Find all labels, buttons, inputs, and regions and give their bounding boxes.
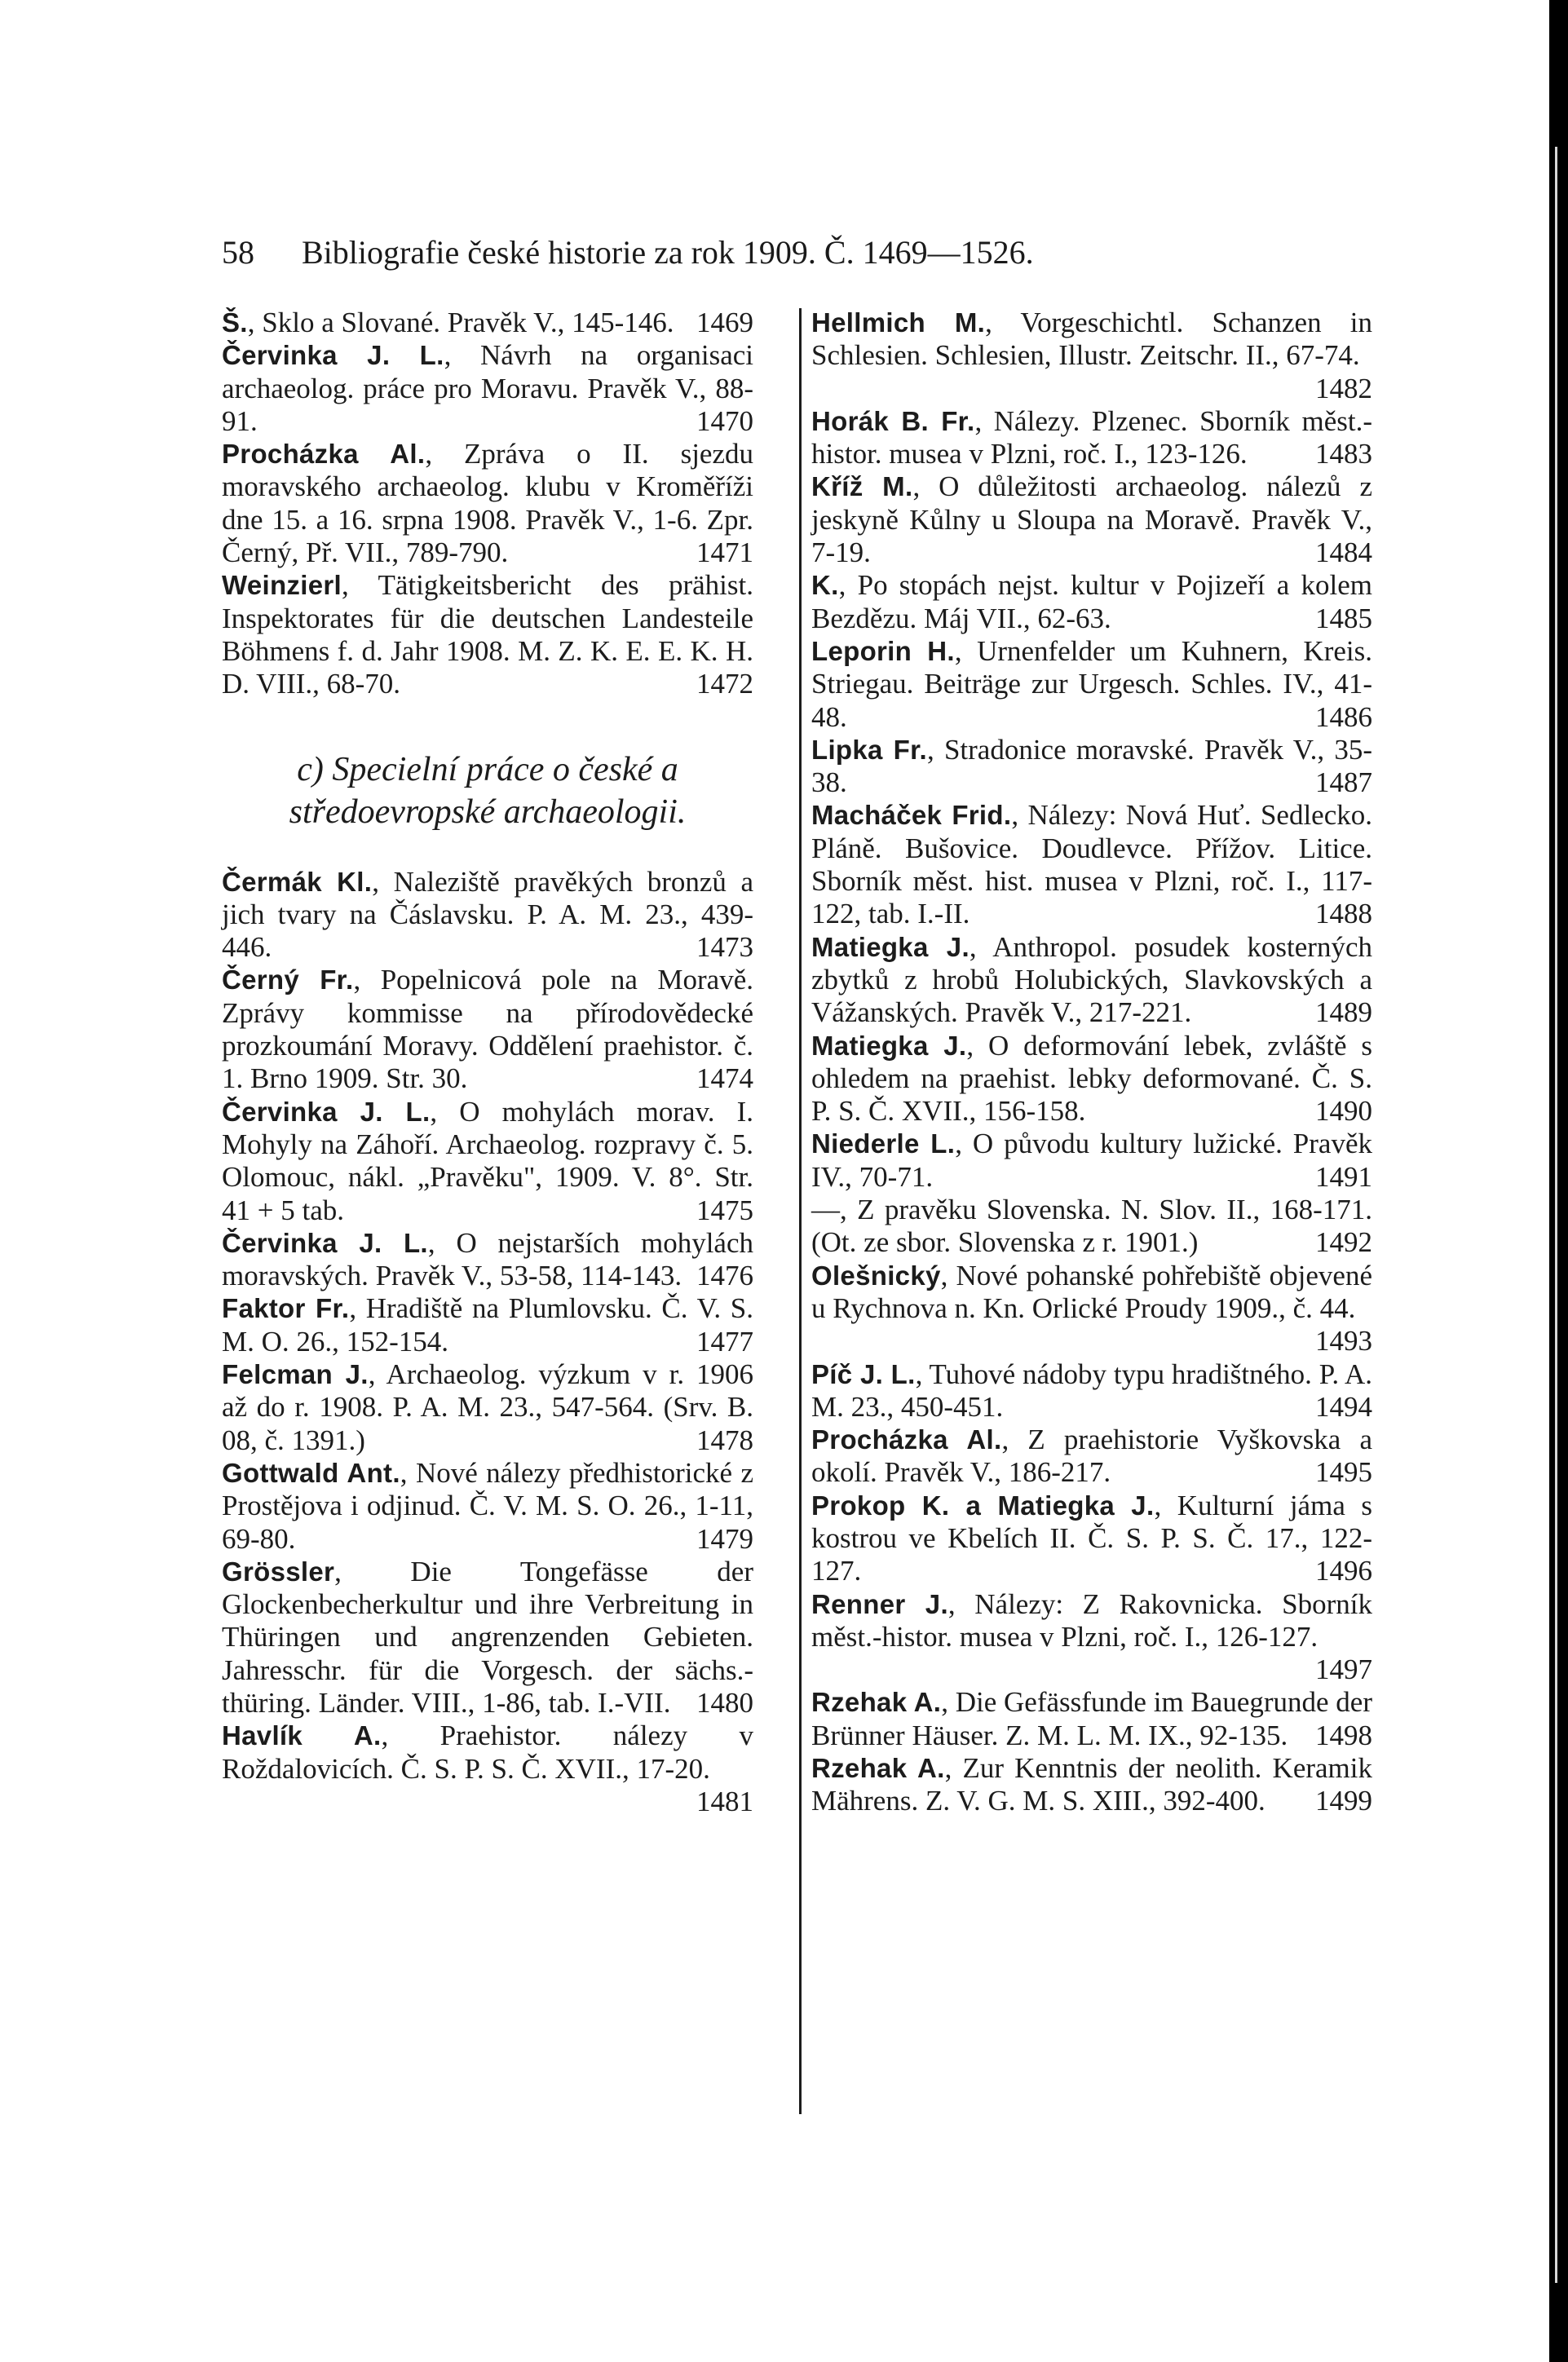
entry-text: , Návrh na organisaci archaeolog. práce pro Moravu. Pravěk V., 88-91. bbox=[222, 339, 754, 437]
bib-entry bbox=[811, 931, 1372, 1030]
bib-entry bbox=[811, 1358, 1372, 1424]
bib-entry bbox=[811, 1490, 1372, 1588]
entry-number: 1480 bbox=[696, 1686, 753, 1719]
entry-text: , Nálezy: Nová Huť. Sedlecko. Pláně. Bušovice. Doudlevce. Přížov. Litice. Sborník měst. hist. musea v Plzni, roč. I., 117-122, tab. I.-II. bbox=[811, 799, 1372, 930]
entry-text: , Popelnicová pole na Moravě. Zprávy kommisse na přírodovědecké prozkoumání Moravy. Oddělení praehistor. č. 1. Brno 1909. Str. 30. bbox=[222, 964, 754, 1095]
entry-text: , O důležitosti archaeolog. nálezů z jeskyně Kůlny u Sloupa na Moravě. Pravěk V., 7-19. bbox=[811, 470, 1372, 569]
entry-number: 1470 bbox=[696, 404, 753, 437]
entry-text: , Archaeolog. výzkum v r. 1906 až do r. 1908. P. A. M. 23., 547-564. (Srv. B. 08, č. 1391.) bbox=[222, 1358, 754, 1456]
entry-number: 1486 bbox=[1315, 700, 1372, 733]
bib-entry bbox=[811, 1030, 1372, 1128]
bib-entry bbox=[222, 1720, 753, 1818]
entry-text: , O deformování lebek, zvláště s ohledem na praehist. lebky deformované. Č. S. P. S. Č. XVII., 156-158. bbox=[811, 1029, 1372, 1128]
entry-text: , O původu kultury lužické. Pravěk IV., 70-71. bbox=[811, 1128, 1373, 1193]
entry-text: , Vorgeschichtl. Schanzen in Schlesien. Schlesien, Illustr. Zeitschr. II., 67-74. bbox=[811, 307, 1372, 372]
entry-author: Renner J. bbox=[811, 1588, 948, 1619]
entry-text: , Stradonice moravské. Pravěk V., 35-38. bbox=[811, 733, 1372, 799]
entry-author: K. bbox=[811, 570, 839, 601]
entry-text: , Nálezy: Z Rakovnicka. Sborník měst.-histor. musea v Plzni, roč. I., 126-127. bbox=[811, 1587, 1372, 1653]
entry-number: 1476 bbox=[696, 1260, 753, 1292]
running-header bbox=[222, 233, 1034, 272]
entry-number: 1478 bbox=[696, 1424, 753, 1456]
bib-entry bbox=[222, 1292, 753, 1358]
entry-number: 1490 bbox=[1315, 1095, 1372, 1128]
bib-entry bbox=[811, 569, 1372, 635]
entry-text: —, Z pravěku Slovenska. N. Slov. II., 168-171. (Ot. ze sbor. Slovenska z r. 1901.) bbox=[811, 1194, 1372, 1259]
entry-author: Matiegka J. bbox=[811, 1030, 967, 1061]
section-title: Specielní práce o české a středoevropské archaeologii. bbox=[289, 750, 687, 831]
entry-author: Kříž M. bbox=[811, 471, 913, 502]
entry-text: , Die Tongefässe der Glockenbecherkultur und ihre Verbreitung in Thüringen und angrenzenden Gebieten. Jahresschr. für die Vorgesch. der sächs.-thüring. Länder. VIII., 1-86, tab. I.-VII. bbox=[222, 1555, 753, 1719]
entry-author: Matiegka J. bbox=[811, 931, 970, 962]
entry-author: Hellmich M. bbox=[811, 307, 986, 338]
bib-entry bbox=[222, 1358, 753, 1457]
entry-text: , Nové nálezy předhistorické z Prostějova i odjinud. Č. V. M. S. O. 26., 1-11, 69-80. bbox=[222, 1456, 753, 1555]
bib-entry bbox=[811, 1128, 1372, 1194]
bib-entry bbox=[811, 635, 1372, 734]
entry-author: Havlík A. bbox=[222, 1720, 382, 1751]
entry-number: 1472 bbox=[696, 668, 753, 700]
entry-text: , O nejstarších mohylách moravských. Pravěk V., 53-58, 114-143. bbox=[222, 1226, 753, 1292]
bib-entry bbox=[222, 1227, 753, 1293]
bib-entry bbox=[811, 1588, 1372, 1687]
entry-author: Š. bbox=[222, 307, 248, 338]
entry-text: , Naleziště pravěkých bronzů a jich tvary na Čáslavsku. P. A. M. 23., 439-446. bbox=[222, 865, 753, 964]
entry-text: , Z praehistorie Vyškovska a okolí. Pravěk V., 186-217. bbox=[811, 1424, 1372, 1489]
right-column bbox=[811, 307, 1372, 1818]
entry-number: 1487 bbox=[1315, 766, 1372, 799]
entry-text: , Nálezy. Plzenec. Sborník měst.-histor. musea v Plzni, roč. I., 123-126. bbox=[811, 404, 1373, 470]
entry-text: , Hradiště na Plumlovsku. Č. V. S. M. O. 26., 152-154. bbox=[222, 1292, 753, 1358]
entry-number: 1492 bbox=[1315, 1226, 1372, 1259]
entry-number: 1481 bbox=[696, 1785, 753, 1817]
entry-number: 1488 bbox=[1315, 898, 1372, 930]
entry-author: Leporin H. bbox=[811, 635, 955, 666]
entry-author: Černý Fr. bbox=[222, 965, 354, 996]
entry-number: 1473 bbox=[696, 931, 753, 964]
bib-entry bbox=[811, 307, 1372, 405]
entry-text: , Praehistor. nálezy v Roždalovicích. Č. S. P. S. Č. XVII., 17-20. bbox=[222, 1720, 753, 1785]
entry-author: Olešnický bbox=[811, 1260, 941, 1291]
bib-entry bbox=[222, 866, 753, 965]
entry-text: , Tuhové nádoby typu hradištného. P. A. M. 23., 450-451. bbox=[811, 1358, 1372, 1423]
entry-number: 1471 bbox=[696, 536, 753, 569]
section-heading bbox=[230, 748, 745, 833]
bib-entry bbox=[222, 1096, 753, 1227]
entry-author: Píč J. L. bbox=[811, 1358, 916, 1389]
section-letter: c) bbox=[297, 750, 324, 788]
entry-number: 1475 bbox=[696, 1194, 753, 1226]
entry-author: Lipka Fr. bbox=[811, 734, 927, 765]
entry-number: 1491 bbox=[1315, 1160, 1372, 1193]
bib-entry bbox=[222, 964, 753, 1095]
entry-number: 1469 bbox=[696, 307, 753, 338]
entry-author: Macháček Frid. bbox=[811, 800, 1012, 831]
entry-number: 1499 bbox=[1315, 1785, 1372, 1817]
bib-entry bbox=[811, 1424, 1372, 1490]
entry-number: 1489 bbox=[1315, 996, 1372, 1029]
entry-number: 1479 bbox=[696, 1522, 753, 1555]
entry-number: 1483 bbox=[1315, 438, 1372, 470]
bib-entry bbox=[222, 339, 753, 438]
page-number: 58 bbox=[222, 234, 254, 271]
entry-text: , Urnenfelder um Kuhnern, Kreis. Striegau. Beiträge zur Urgesch. Schles. IV., 41-48. bbox=[811, 634, 1372, 733]
left-column bbox=[222, 307, 753, 1818]
entry-number: 1484 bbox=[1315, 536, 1372, 569]
entry-author: Gottwald Ant. bbox=[222, 1457, 400, 1488]
entry-text: , Nové pohanské pohřebiště objevené u Rychnova n. Kn. Orlické Proudy 1909., č. 44. bbox=[811, 1259, 1372, 1324]
entry-text: , Sklo a Slované. Pravěk V., 145-146. bbox=[247, 307, 674, 338]
entry-author: Procházka Al. bbox=[222, 439, 426, 470]
entry-author: Felcman J. bbox=[222, 1359, 369, 1390]
entry-text: , Po stopách nejst. kultur v Pojizeří a kolem Bezdězu. Máj VII., 62-63. bbox=[811, 569, 1372, 634]
page-edge-line bbox=[1555, 147, 1557, 2283]
running-title: Bibliografie české historie za rok 1909. Č. 1469—1526. bbox=[302, 234, 1034, 271]
bib-entry bbox=[811, 734, 1372, 800]
bib-entry bbox=[811, 799, 1372, 930]
entry-text: , O mohylách morav. I. Mohyly na Záhoří. Archaeolog. rozpravy č. 5. Olomouc, nákl. „Pravěku", 1909. V. 8°. Str. 41 + 5 tab. bbox=[222, 1095, 754, 1226]
entry-text: , Zpráva o II. sjezdu moravského archaeolog. klubu v Kroměříži dne 15. a 16. srpna 1908. Pravěk V., 1-6. Zpr. Černý, Př. VII., 789-790. bbox=[222, 438, 753, 569]
bib-entry bbox=[222, 1457, 753, 1556]
entry-number: 1496 bbox=[1315, 1555, 1372, 1587]
entry-text: , Kulturní jáma s kostrou ve Kbelích II. Č. S. P. S. Č. 17., 122-127. bbox=[811, 1489, 1372, 1587]
entry-number: 1482 bbox=[1315, 372, 1372, 404]
bib-entry bbox=[811, 1194, 1372, 1260]
entry-author: Grössler bbox=[222, 1556, 335, 1587]
entry-author: Červinka J. L. bbox=[222, 1227, 428, 1258]
bib-entry bbox=[222, 1556, 753, 1720]
bib-entry bbox=[811, 1752, 1372, 1818]
entry-author: Niederle L. bbox=[811, 1128, 956, 1159]
entry-author: Procházka Al. bbox=[811, 1424, 1002, 1455]
entry-number: 1494 bbox=[1315, 1390, 1372, 1423]
bib-entry bbox=[222, 438, 753, 569]
bib-entry bbox=[811, 470, 1372, 569]
entry-number: 1477 bbox=[696, 1325, 753, 1358]
entry-number: 1495 bbox=[1315, 1456, 1372, 1489]
entry-author: Prokop K. a Matiegka J. bbox=[811, 1490, 1155, 1521]
entry-number: 1498 bbox=[1315, 1719, 1372, 1751]
column-rule bbox=[799, 308, 802, 2114]
entry-text: , Die Gefässfunde im Bauegrunde der Brünner Häuser. Z. M. L. M. IX., 92-135. bbox=[811, 1686, 1372, 1751]
entry-author: Čermák Kl. bbox=[222, 866, 373, 897]
bib-entry bbox=[222, 569, 753, 700]
bib-entry bbox=[811, 1686, 1372, 1752]
bib-entry bbox=[811, 405, 1372, 471]
bib-entry bbox=[811, 1260, 1372, 1358]
entry-number: 1497 bbox=[1315, 1653, 1372, 1686]
entry-number: 1485 bbox=[1315, 602, 1372, 634]
entry-text: , Tätigkeitsbericht des prähist. Inspektorates für die deutschen Landesteile Böhmens f. d. Jahr 1908. M. Z. K. E. E. K. H. D. VIII., 68-70. bbox=[222, 569, 753, 700]
entry-number: 1474 bbox=[696, 1062, 753, 1095]
entry-author: Weinzierl bbox=[222, 570, 342, 601]
bib-entry bbox=[222, 307, 753, 339]
entry-author: Faktor Fr. bbox=[222, 1293, 350, 1324]
page-edge bbox=[1549, 0, 1568, 2362]
entry-text: , Zur Kenntnis der neolith. Keramik Mährens. Z. V. G. M. S. XIII., 392-400. bbox=[811, 1752, 1372, 1817]
entry-number: 1493 bbox=[1315, 1325, 1372, 1358]
entry-author: Rzehak A. bbox=[811, 1687, 942, 1718]
entry-author: Červinka J. L. bbox=[222, 340, 444, 371]
entry-author: Horák B. Fr. bbox=[811, 405, 975, 436]
entry-text: , Anthropol. posudek kosterných zbytků z hrobů Holubických, Slavkovských a Vážanských. Pravěk V., 217-221. bbox=[811, 930, 1372, 1029]
entry-author: Červinka J. L. bbox=[222, 1096, 431, 1127]
entry-author: Rzehak A. bbox=[811, 1753, 945, 1784]
